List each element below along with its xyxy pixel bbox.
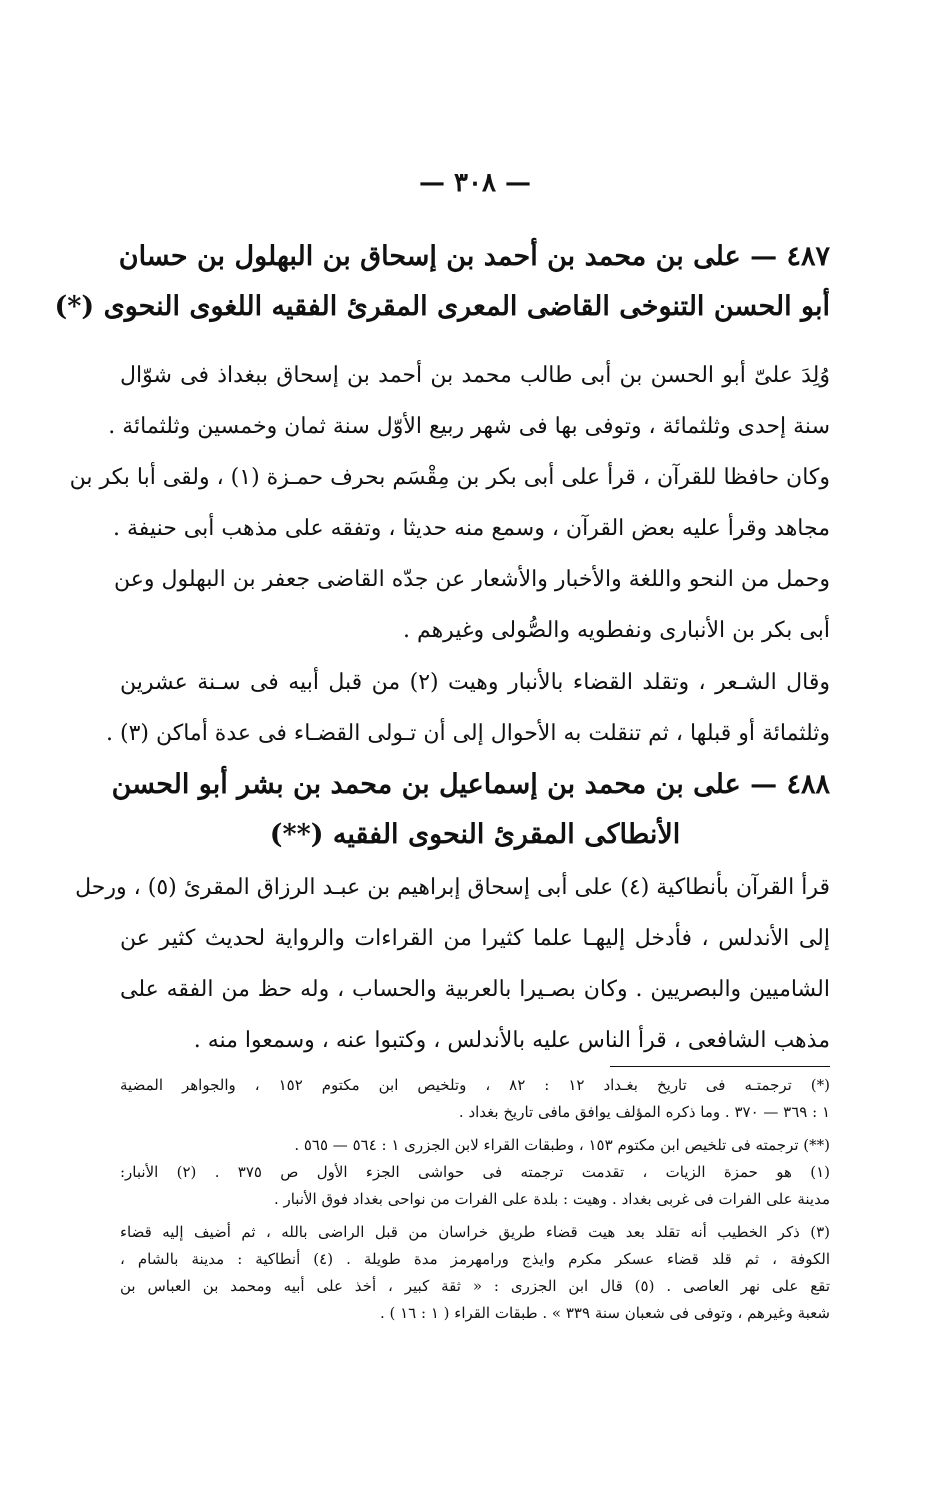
- footnote-3-5-line-3: تقع على نهر العاصى . (٥) قال ابن الجزرى : « ثقة كبير ، أخذ على أبيه ومحمد بن العباس بن: [120, 1277, 830, 1295]
- entry-488-paragraph-1: [75, 862, 830, 1066]
- entry-488-p1-line-3: الشاميين والبصريين . وكان بصـيرا بالعربية والحساب ، وله حظ من الفقه على: [120, 977, 830, 1002]
- entry-487-p3-line-2: وثلثمائة أو قبلها ، ثم تنقلت به الأحوال إلى أن تـولى القضـاء فى عدة أماكن (٣) .: [106, 721, 830, 746]
- entry-488-p1-line-1: قرأ القرآن بأنطاكية (٤) على أبى إسحاق إبراهيم بن عبـد الرزاق المقرئ (٥) ، ورحل: [75, 875, 830, 900]
- entry-487-paragraph-2: [69, 452, 830, 656]
- entry-487-p2-line-2: مجاهد وقرأ عليه بعض القرآن ، وسمع منه حديثا ، وتفقه على مذهب أبى حنيفة .: [113, 516, 830, 541]
- footnote-1-2-line-2: مدينة على الفرات فى غربى بغداد . وهيت : بلدة على الفرات من نواحى بغداد فوق الأنبار .: [273, 1190, 830, 1208]
- footnote-3-5-line-2: الكوفة ، ثم قلد قضاء عسكر مكرم وايذج ورامهرمز مدة طويلة . (٤) أنطاكية : مدينة بالشام ،: [120, 1250, 830, 1268]
- entry-488-heading-line-2: الأنطاكى المقرئ النحوى الفقيه (**): [269, 819, 681, 850]
- footnotes: [120, 1072, 830, 1327]
- entry-487-heading-line-1: ٤٨٧ — على بن محمد بن أحمد بن إسحاق بن البهلول بن حسان: [118, 241, 830, 272]
- entry-488-p1-line-4: مذهب الشافعى ، قرأ الناس عليه بالأندلس ، وكتبوا عنه ، وسمعوا منه .: [193, 1028, 830, 1053]
- entry-488-heading: [111, 760, 830, 860]
- entry-487-p1-line-1: وُلِدَ علىّ أبو الحسن بن أبى طالب محمد بن أحمد بن إسحاق ببغداذ فى شوّال: [120, 363, 830, 388]
- entry-487-heading-line-2: أبو الحسن التنوخى القاضى المعرى المقرئ الفقيه اللغوى النحوى (*): [54, 291, 830, 322]
- page-number: — ٣٠٨ —: [418, 168, 532, 198]
- entry-487-heading: [54, 232, 830, 332]
- entry-487-p1-line-2: سنة إحدى وثلثمائة ، وتوفى بها فى شهر ربيع الأوّل سنة ثمان وخمسين وثلثمائة .: [108, 414, 830, 439]
- entry-487-p2-line-1: وكان حافظا للقرآن ، قرأ على أبى بكر بن مِقْسَم بحرف حمـزة (١) ، ولقى أبا بكر بن: [69, 465, 830, 490]
- footnote-1-2-line-1: (١) هو حمزة الزيات ، تقدمت ترجمته فى حواشى الجزء الأول ص ٣٧٥ . (٢) الأنبار:: [120, 1163, 830, 1181]
- entry-487-p3-line-1: وقال الشـعر ، وتقلد القضاء بالأنبار وهيت (٢) من قبل أبيه فى سـنة عشرين: [120, 670, 830, 695]
- entry-488-p1-line-2: إلى الأندلس ، فأدخل إليهـا علما كثيرا من القراءات والرواية لحديث كثير عن: [120, 926, 830, 951]
- footnote-divider: [610, 1066, 830, 1067]
- entry-488-heading-line-1: ٤٨٨ — على بن محمد بن إسماعيل بن محمد بن بشر أبو الحسن: [111, 769, 830, 800]
- entry-487-p2-line-4: أبى بكر بن الأنبارى ونفطويه والصُّولى وغيرهم .: [402, 618, 830, 643]
- footnote-double-star-line-1: (**) ترجمته فى تلخيص ابن مكتوم ١٥٣ ، وطبقات القراء لابن الجزرى ١ : ٥٦٤ — ٥٦٥ .: [294, 1136, 830, 1154]
- footnote-star-line-2: ١ : ٣٦٩ — ٣٧٠ . وما ذكره المؤلف يوافق مافى تاريخ بغداد .: [458, 1103, 830, 1121]
- entry-487-paragraph-1: [108, 350, 830, 452]
- footnote-star-line-1: (*) ترجمتـه فى تاريخ بغـداد ١٢ : ٨٢ ، وتلخيص ابن مكتوم ١٥٢ ، والجواهر المضية: [120, 1076, 831, 1094]
- entry-487-paragraph-3: [106, 657, 830, 759]
- footnote-3-5-line-4: شعبة وغيرهم ، وتوفى فى شعبان سنة ٣٣٩ » . طبقات القراء ( ١ : ١٦ ) .: [379, 1304, 830, 1322]
- footnote-3-5-line-1: (٣) ذكر الخطيب أنه تقلد بعد هيت قضاء طريق خراسان من قبل الراضى بالله ، ثم أضيف إليه قضاء: [120, 1223, 830, 1241]
- book-page: [54, 0, 831, 1493]
- entry-487-p2-line-3: وحمل من النحو واللغة والأخبار والأشعار عن جدّه القاضى جعفر بن البهلول وعن: [114, 567, 830, 592]
